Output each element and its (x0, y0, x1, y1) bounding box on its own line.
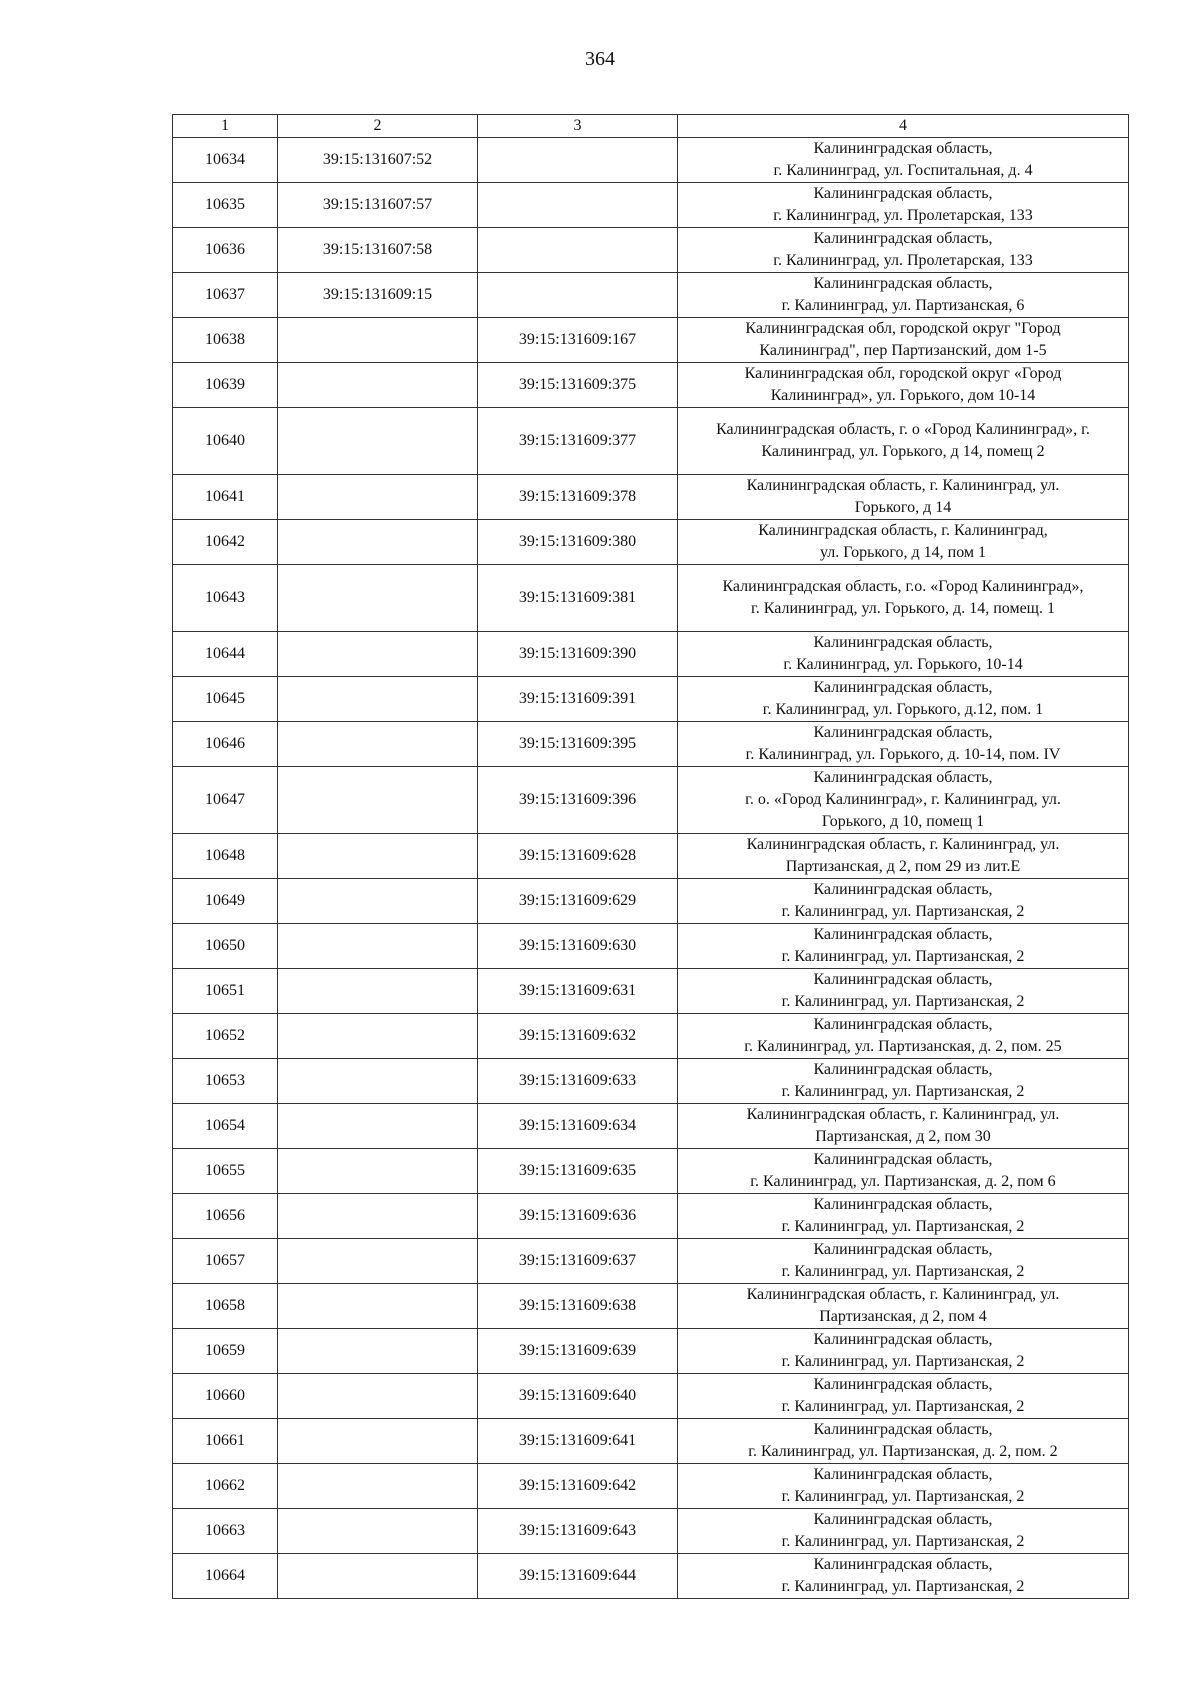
cadastral-number-cell: 39:15:131609:167 (478, 318, 678, 363)
address-cell: Калининградская область, г. Калининград, ул. Партизанская, 6 (678, 273, 1129, 318)
registry-table (172, 114, 1129, 1599)
cadastral-number-cell: 39:15:131609:396 (478, 767, 678, 834)
cadastral-number-cell: 39:15:131609:628 (478, 834, 678, 879)
column-header-4: 4 (678, 115, 1129, 138)
cadastral-number-cell: 39:15:131609:391 (478, 677, 678, 722)
cadastral-number-cell: 39:15:131609:640 (478, 1374, 678, 1419)
row-number-cell: 10659 (173, 1329, 278, 1374)
cadastral-number-cell (278, 1239, 478, 1284)
table-row (173, 565, 1129, 632)
cadastral-number-cell (278, 1284, 478, 1329)
row-number-cell: 10660 (173, 1374, 278, 1419)
address-cell: Калининградская область, г. Калининград, ул. Партизанская, 2 (678, 1194, 1129, 1239)
cadastral-number-cell (278, 1554, 478, 1599)
address-cell: Калининградская область, г. Калининград, ул. Партизанская, 2 (678, 1374, 1129, 1419)
cadastral-number-cell (278, 969, 478, 1014)
table-body (173, 138, 1129, 1599)
address-cell: Калининградская область, г. Калининград, ул. Госпитальная, д. 4 (678, 138, 1129, 183)
column-header-3: 3 (478, 115, 678, 138)
cadastral-number-cell: 39:15:131609:638 (478, 1284, 678, 1329)
cadastral-number-cell: 39:15:131609:642 (478, 1464, 678, 1509)
cadastral-number-cell (278, 924, 478, 969)
table-row (173, 722, 1129, 767)
row-number-cell: 10639 (173, 363, 278, 408)
table-header (173, 115, 1129, 138)
address-cell: Калининградская область, г. Калининград, ул. Горького, 10-14 (678, 632, 1129, 677)
address-cell: Калининградская область, г. Калининград, ул. Горького, д.12, пом. 1 (678, 677, 1129, 722)
cadastral-number-cell: 39:15:131609:641 (478, 1419, 678, 1464)
cadastral-number-cell (278, 1194, 478, 1239)
cadastral-number-cell (278, 565, 478, 632)
cadastral-number-cell (478, 183, 678, 228)
cadastral-number-cell: 39:15:131609:375 (478, 363, 678, 408)
cadastral-number-cell: 39:15:131609:637 (478, 1239, 678, 1284)
row-number-cell: 10656 (173, 1194, 278, 1239)
address-cell: Калининградская обл, городской округ "Город Калининград", пер Партизанский, дом 1-5 (678, 318, 1129, 363)
table-row (173, 924, 1129, 969)
table-row (173, 632, 1129, 677)
table-row (173, 408, 1129, 475)
address-cell: Калининградская область, г. Калининград, ул. Партизанская, 2 (678, 1239, 1129, 1284)
row-number-cell: 10643 (173, 565, 278, 632)
row-number-cell: 10634 (173, 138, 278, 183)
cadastral-number-cell (278, 834, 478, 879)
cadastral-number-cell (278, 767, 478, 834)
cadastral-number-cell: 39:15:131609:636 (478, 1194, 678, 1239)
header-row (173, 115, 1129, 138)
row-number-cell: 10653 (173, 1059, 278, 1104)
address-cell: Калининградская область, г. Калининград, ул. Партизанская, 2 (678, 1059, 1129, 1104)
table-row (173, 183, 1129, 228)
cadastral-number-cell (278, 1374, 478, 1419)
cadastral-number-cell: 39:15:131609:390 (478, 632, 678, 677)
cadastral-number-cell: 39:15:131609:381 (478, 565, 678, 632)
row-number-cell: 10636 (173, 228, 278, 273)
address-cell: Калининградская область, г. Калининград, ул. Пролетарская, 133 (678, 183, 1129, 228)
table-row (173, 318, 1129, 363)
address-cell: Калининградская область, г. Калининград, ул. Партизанская, д 2, пом 4 (678, 1284, 1129, 1329)
address-cell: Калининградская область, г. Калининград, ул. Партизанская, 2 (678, 969, 1129, 1014)
column-header-2: 2 (278, 115, 478, 138)
cadastral-number-cell: 39:15:131609:643 (478, 1509, 678, 1554)
row-number-cell: 10658 (173, 1284, 278, 1329)
cadastral-number-cell: 39:15:131609:639 (478, 1329, 678, 1374)
cadastral-number-cell: 39:15:131609:633 (478, 1059, 678, 1104)
address-cell: Калининградская область, г. Калининград, ул. Горького, д 14 (678, 475, 1129, 520)
address-cell: Калининградская область, г. Калининград, ул. Партизанская, 2 (678, 924, 1129, 969)
cadastral-number-cell: 39:15:131609:378 (478, 475, 678, 520)
cadastral-number-cell (278, 408, 478, 475)
address-cell: Калининградская область, г. Калининград, ул. Пролетарская, 133 (678, 228, 1129, 273)
address-cell: Калининградская область, г. Калининград, ул. Партизанская, 2 (678, 879, 1129, 924)
row-number-cell: 10647 (173, 767, 278, 834)
cadastral-number-cell: 39:15:131609:380 (478, 520, 678, 565)
table-row (173, 1419, 1129, 1464)
row-number-cell: 10649 (173, 879, 278, 924)
row-number-cell: 10637 (173, 273, 278, 318)
cadastral-number-cell: 39:15:131609:15 (278, 273, 478, 318)
row-number-cell: 10663 (173, 1509, 278, 1554)
cadastral-number-cell (478, 273, 678, 318)
cadastral-number-cell (278, 1329, 478, 1374)
table-row (173, 1239, 1129, 1284)
cadastral-number-cell (478, 138, 678, 183)
cadastral-number-cell: 39:15:131609:644 (478, 1554, 678, 1599)
table-row (173, 767, 1129, 834)
row-number-cell: 10640 (173, 408, 278, 475)
table-row (173, 834, 1129, 879)
row-number-cell: 10638 (173, 318, 278, 363)
cadastral-number-cell (278, 879, 478, 924)
address-cell: Калининградская область, г. о. «Город Калининград», г. Калининград, ул. Горького, д 10, помещ 1 (678, 767, 1129, 834)
address-cell: Калининградская область, г. Калининград, ул. Партизанская, 2 (678, 1464, 1129, 1509)
cadastral-number-cell (278, 1464, 478, 1509)
cadastral-number-cell (478, 228, 678, 273)
table-row (173, 1374, 1129, 1419)
table-row (173, 1149, 1129, 1194)
table-row (173, 1014, 1129, 1059)
table-row (173, 228, 1129, 273)
row-number-cell: 10645 (173, 677, 278, 722)
cadastral-number-cell: 39:15:131609:632 (478, 1014, 678, 1059)
cadastral-number-cell (278, 520, 478, 565)
table-row (173, 1509, 1129, 1554)
cadastral-number-cell: 39:15:131609:395 (478, 722, 678, 767)
address-cell: Калининградская область, г. Калининград, ул. Партизанская, 2 (678, 1329, 1129, 1374)
address-cell: Калининградская область, г. Калининград, ул. Партизанская, д. 2, пом. 25 (678, 1014, 1129, 1059)
row-number-cell: 10642 (173, 520, 278, 565)
row-number-cell: 10664 (173, 1554, 278, 1599)
cadastral-number-cell (278, 1419, 478, 1464)
address-cell: Калининградская область, г. Калининград, ул. Партизанская, 2 (678, 1554, 1129, 1599)
cadastral-number-cell (278, 722, 478, 767)
address-cell: Калининградская область, г. о «Город Калининград», г. Калининград, ул. Горького, д 14, помещ 2 (678, 408, 1129, 475)
row-number-cell: 10646 (173, 722, 278, 767)
cadastral-number-cell: 39:15:131609:377 (478, 408, 678, 475)
table-row (173, 969, 1129, 1014)
address-cell: Калининградская область, г. Калининград, ул. Партизанская, д 2, пом 29 из лит.Е (678, 834, 1129, 879)
row-number-cell: 10652 (173, 1014, 278, 1059)
row-number-cell: 10661 (173, 1419, 278, 1464)
table-row (173, 677, 1129, 722)
row-number-cell: 10654 (173, 1104, 278, 1149)
table-row (173, 520, 1129, 565)
table-row (173, 879, 1129, 924)
cadastral-number-cell (278, 318, 478, 363)
table-row (173, 1059, 1129, 1104)
column-header-1: 1 (173, 115, 278, 138)
address-cell: Калининградская область, г. Калининград, ул. Горького, д 14, пом 1 (678, 520, 1129, 565)
cadastral-number-cell: 39:15:131609:631 (478, 969, 678, 1014)
address-cell: Калининградская область, г. Калининград, ул. Партизанская, 2 (678, 1509, 1129, 1554)
row-number-cell: 10644 (173, 632, 278, 677)
table-row (173, 363, 1129, 408)
address-cell: Калининградская область, г. Калининград, ул. Партизанская, д. 2, пом. 2 (678, 1419, 1129, 1464)
cadastral-number-cell (278, 677, 478, 722)
cadastral-number-cell (278, 1014, 478, 1059)
table-row (173, 1464, 1129, 1509)
cadastral-number-cell (278, 1149, 478, 1194)
row-number-cell: 10657 (173, 1239, 278, 1284)
address-cell: Калининградская область, г. Калининград, ул. Партизанская, д. 2, пом 6 (678, 1149, 1129, 1194)
cadastral-number-cell: 39:15:131609:630 (478, 924, 678, 969)
table-row (173, 1554, 1129, 1599)
row-number-cell: 10641 (173, 475, 278, 520)
page-number: 364 (585, 48, 615, 70)
table-row (173, 1194, 1129, 1239)
row-number-cell: 10635 (173, 183, 278, 228)
cadastral-number-cell (278, 1509, 478, 1554)
row-number-cell: 10650 (173, 924, 278, 969)
address-cell: Калининградская обл, городской округ «Город Калининград», ул. Горького, дом 10-14 (678, 363, 1129, 408)
cadastral-number-cell: 39:15:131609:634 (478, 1104, 678, 1149)
cadastral-number-cell: 39:15:131609:635 (478, 1149, 678, 1194)
address-cell: Калининградская область, г.о. «Город Калининград», г. Калининград, ул. Горького, д. 14, помещ. 1 (678, 565, 1129, 632)
table-row (173, 1329, 1129, 1374)
table-row (173, 1104, 1129, 1149)
table-row (173, 273, 1129, 318)
row-number-cell: 10655 (173, 1149, 278, 1194)
cadastral-number-cell (278, 1059, 478, 1104)
cadastral-number-cell (278, 1104, 478, 1149)
cadastral-number-cell (278, 363, 478, 408)
address-cell: Калининградская область, г. Калининград, ул. Партизанская, д 2, пом 30 (678, 1104, 1129, 1149)
cadastral-number-cell: 39:15:131607:52 (278, 138, 478, 183)
cadastral-number-cell: 39:15:131609:629 (478, 879, 678, 924)
row-number-cell: 10651 (173, 969, 278, 1014)
cadastral-number-cell (278, 475, 478, 520)
table-row (173, 475, 1129, 520)
table-row (173, 138, 1129, 183)
cadastral-number-cell (278, 632, 478, 677)
cadastral-number-cell: 39:15:131607:57 (278, 183, 478, 228)
row-number-cell: 10662 (173, 1464, 278, 1509)
address-cell: Калининградская область, г. Калининград, ул. Горького, д. 10-14, пом. IV (678, 722, 1129, 767)
row-number-cell: 10648 (173, 834, 278, 879)
cadastral-number-cell: 39:15:131607:58 (278, 228, 478, 273)
table-row (173, 1284, 1129, 1329)
